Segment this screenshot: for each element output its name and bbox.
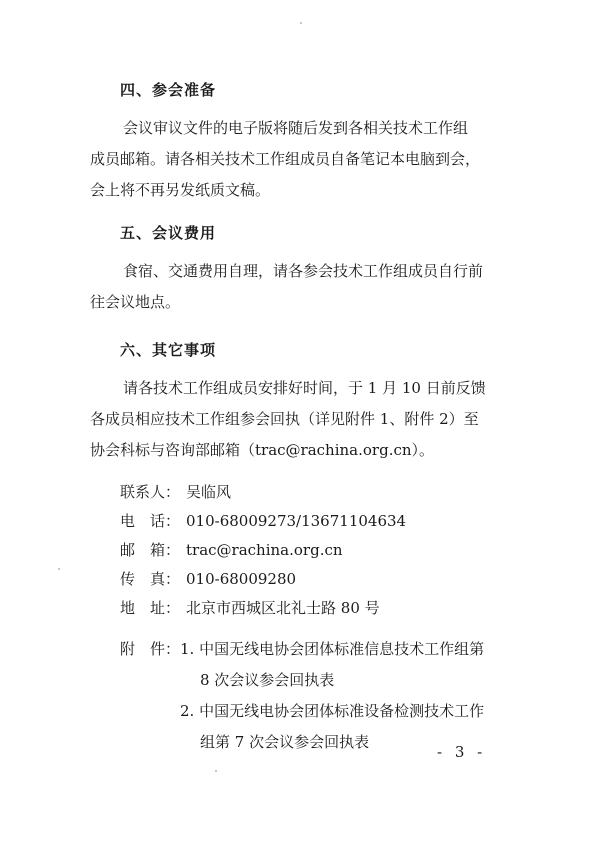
attachment-1-line-2: 8 次会议参会回执表	[200, 671, 335, 689]
attachments-block	[120, 634, 530, 758]
paragraph-line: 食宿、交通费用自理，请各参会技术工作组成员自行前	[123, 262, 484, 280]
section-5-paragraph	[90, 256, 520, 318]
paragraph-line: 往会议地点。	[90, 293, 181, 311]
section-4-paragraph	[90, 113, 520, 206]
paragraph-line: 会议审议文件的电子版将随后发到各相关技术工作组	[123, 119, 469, 137]
contact-address-value: 北京市西城区北礼士路 80 号	[186, 599, 380, 617]
contact-block	[120, 478, 520, 623]
contact-phone-value: 010-68009273/13671104634	[186, 512, 407, 530]
contact-person-value: 吴临风	[186, 483, 232, 501]
contact-email-value: trac@rachina.org.cn	[186, 541, 343, 559]
contact-fax-value: 010-68009280	[186, 570, 297, 588]
section-heading-4: 四、参会准备	[120, 81, 217, 99]
scan-speck	[215, 770, 217, 772]
page-number: - 3 -	[437, 743, 487, 761]
contact-email-row	[120, 536, 520, 565]
attachment-item-1	[120, 634, 530, 665]
contact-fax-label: 传 真：	[120, 570, 181, 588]
contact-person-label: 联系人：	[120, 483, 181, 501]
attachment-2-line-1: 2. 中国无线电协会团体标准设备检测技术工作	[180, 702, 485, 720]
contact-fax-row	[120, 565, 520, 594]
section-heading-5: 五、会议费用	[120, 224, 217, 242]
paragraph-line: 成员邮箱。请各相关技术工作组成员自备笔记本电脑到会，	[90, 150, 481, 168]
paragraph-line: 各成员相应技术工作组参会回执（详见附件 1、附件 2）至	[90, 410, 479, 428]
section-heading-6: 六、其它事项	[120, 341, 217, 359]
paragraph-line: 协会科标与咨询部邮箱（trac@rachina.org.cn）。	[90, 441, 435, 459]
scan-speck	[58, 568, 60, 570]
contact-phone-label: 电 话：	[120, 512, 181, 530]
section-6-paragraph	[90, 373, 520, 466]
paragraph-line: 会上将不再另发纸质文稿。	[90, 181, 271, 199]
contact-person-row	[120, 478, 520, 507]
attachments-label: 附 件：	[120, 640, 181, 658]
attachment-2-line-2: 组第 7 次会议参会回执表	[200, 733, 370, 751]
contact-address-label: 地 址：	[120, 599, 181, 617]
scan-speck	[300, 22, 302, 24]
contact-email-label: 邮 箱：	[120, 541, 181, 559]
contact-phone-row	[120, 507, 520, 536]
contact-address-row	[120, 594, 520, 623]
paragraph-line: 请各技术工作组成员安排好时间，于 1 月 10 日前反馈	[123, 379, 486, 397]
attachment-1-line-1: 1. 中国无线电协会团体标准信息技术工作组第	[180, 640, 485, 658]
